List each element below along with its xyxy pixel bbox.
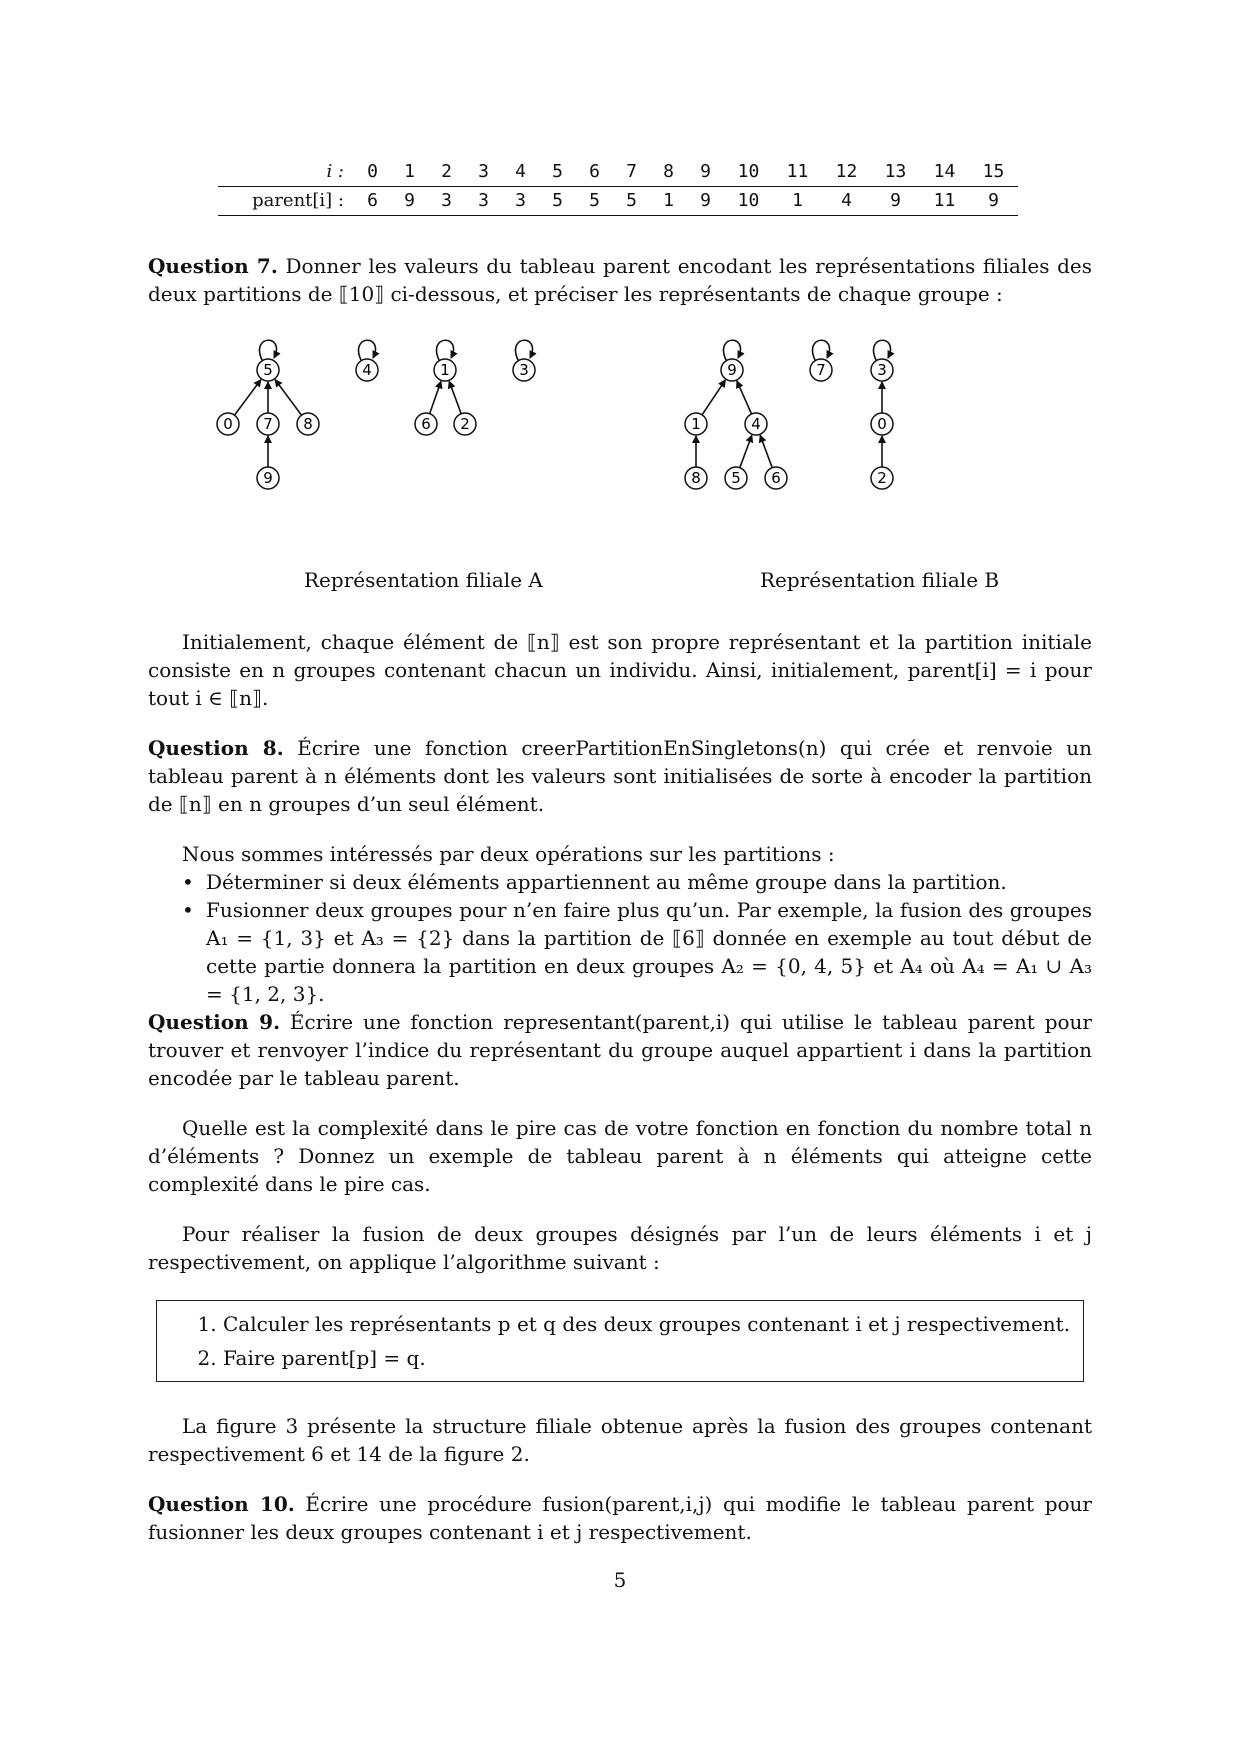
tree-node-label: 2 bbox=[460, 415, 470, 433]
tree-node-label: 3 bbox=[877, 361, 887, 379]
parent-cell: 11 bbox=[920, 187, 969, 216]
tree-node bbox=[257, 413, 279, 435]
parent-cell: 9 bbox=[969, 187, 1018, 216]
index-cell: 7 bbox=[613, 158, 650, 187]
tree-node-label: 8 bbox=[691, 469, 701, 487]
index-cell: 8 bbox=[650, 158, 687, 187]
index-cell: 15 bbox=[969, 158, 1018, 187]
self-loop-edge bbox=[359, 340, 376, 360]
algorithm-step: 2. Faire parent[p] = q. bbox=[223, 1341, 1071, 1375]
tree-node-label: 9 bbox=[263, 469, 273, 487]
self-loop-edge bbox=[516, 340, 533, 360]
tree-node-label: 4 bbox=[362, 361, 372, 379]
tree-node bbox=[685, 467, 707, 489]
caption-a: Représentation filiale A bbox=[304, 568, 543, 592]
tree-node bbox=[810, 359, 832, 381]
index-cell: 10 bbox=[724, 158, 773, 187]
parent-cell: 9 bbox=[687, 187, 724, 216]
parent-edge bbox=[430, 381, 441, 413]
index-cell: 11 bbox=[773, 158, 822, 187]
page-content bbox=[148, 158, 1092, 1546]
index-cell: 1 bbox=[391, 158, 428, 187]
index-cell: 13 bbox=[871, 158, 920, 187]
parent-cell: 10 bbox=[724, 187, 773, 216]
tree-node bbox=[871, 413, 893, 435]
parent-cell: 1 bbox=[650, 187, 687, 216]
tree-node bbox=[415, 413, 437, 435]
self-loop-edge bbox=[813, 340, 830, 360]
question-9-label: Question 9. bbox=[148, 1010, 281, 1034]
parent-cell: 9 bbox=[871, 187, 920, 216]
tree-node bbox=[765, 467, 787, 489]
tree-node-label: 5 bbox=[263, 361, 273, 379]
parent-edge bbox=[702, 380, 725, 415]
parent-edge bbox=[275, 380, 301, 416]
tree-node bbox=[356, 359, 378, 381]
tree-node-label: 1 bbox=[691, 415, 701, 433]
parent-edge bbox=[740, 435, 752, 467]
question-10-label: Question 10. bbox=[148, 1492, 295, 1516]
operation-item: • Déterminer si deux éléments appartiennent au même groupe dans la partition. bbox=[182, 868, 1092, 896]
parent-edge bbox=[760, 435, 772, 467]
tree-node bbox=[297, 413, 319, 435]
parent-cell: 5 bbox=[613, 187, 650, 216]
parent-edge bbox=[449, 381, 461, 413]
parent-cell: 5 bbox=[576, 187, 613, 216]
algorithm-steps bbox=[197, 1307, 1071, 1375]
parent-cell: 9 bbox=[391, 187, 428, 216]
parent-row-label: parent[i] : bbox=[218, 187, 354, 216]
tree-node-label: 7 bbox=[263, 415, 273, 433]
self-loop-edge bbox=[437, 340, 454, 360]
index-row-label: i : bbox=[218, 158, 354, 187]
paragraph-figure-3: La figure 3 présente la structure filiale obtenue après la fusion des groupes contenant respectivement 6 et 14 de la figure 2. bbox=[148, 1414, 1092, 1466]
tree-node bbox=[217, 413, 239, 435]
parent-cell: 3 bbox=[465, 187, 502, 216]
question-9-text: Écrire une fonction representant(parent,i) qui utilise le tableau parent pour trouver et renvoyer l’indice du représentant du groupe auquel appartient i dans la partition encodée par le tableau parent. bbox=[148, 1010, 1092, 1090]
parent-cell: 6 bbox=[354, 187, 391, 216]
tree-node-label: 8 bbox=[303, 415, 313, 433]
index-cell: 9 bbox=[687, 158, 724, 187]
tree-node bbox=[454, 413, 476, 435]
tree-node bbox=[745, 413, 767, 435]
tree-node-label: 5 bbox=[731, 469, 741, 487]
tree-node bbox=[513, 359, 535, 381]
question-10 bbox=[148, 1490, 1092, 1546]
index-cell: 4 bbox=[502, 158, 539, 187]
self-loop-edge bbox=[874, 340, 891, 360]
caption-b: Représentation filiale B bbox=[760, 568, 1000, 592]
tree-node bbox=[725, 467, 747, 489]
tree-node-label: 0 bbox=[877, 415, 887, 433]
parent-row bbox=[218, 187, 1018, 216]
tree-node-label: 1 bbox=[440, 361, 450, 379]
index-cell: 2 bbox=[428, 158, 465, 187]
tree-node-label: 6 bbox=[771, 469, 781, 487]
index-cell: 3 bbox=[465, 158, 502, 187]
parent-edge bbox=[737, 381, 752, 414]
page-number: 5 bbox=[613, 1568, 627, 1592]
tree-node-label: 3 bbox=[519, 361, 529, 379]
paragraph-initialisation: Initialement, chaque élément de ⟦n⟧ est son propre représentant et la partition initiale consiste en n groupes contenant chacun un individu. Ainsi, initialement, parent[i] = i pour tout i ∈ ⟦n⟧. bbox=[148, 630, 1092, 710]
paragraph-fusion: Pour réaliser la fusion de deux groupes désignés par l’un de leurs éléments i et j respectivement, on applique l’algorithme suivant : bbox=[148, 1222, 1092, 1274]
parent-edge bbox=[235, 380, 261, 416]
tree-node bbox=[257, 359, 279, 381]
tree-node bbox=[871, 467, 893, 489]
parent-cell: 4 bbox=[822, 187, 871, 216]
parent-cell: 1 bbox=[773, 187, 822, 216]
self-loop-edge bbox=[260, 340, 277, 360]
parent-cell: 5 bbox=[539, 187, 576, 216]
tree-node bbox=[685, 413, 707, 435]
tree-node bbox=[721, 359, 743, 381]
forest-diagram bbox=[148, 308, 1092, 598]
question-8-label: Question 8. bbox=[148, 736, 284, 760]
tree-node bbox=[434, 359, 456, 381]
tree-node-label: 2 bbox=[877, 469, 887, 487]
index-cell: 6 bbox=[576, 158, 613, 187]
parent-cell: 3 bbox=[502, 187, 539, 216]
algorithm-step: 1. Calculer les représentants p et q des deux groupes contenant i et j respectivement. bbox=[223, 1307, 1071, 1341]
figure-partitions bbox=[148, 308, 1092, 598]
paragraph-complexity: Quelle est la complexité dans le pire cas de votre fonction en fonction du nombre total n d’éléments ? Donnez un exemple de tableau parent à n éléments qui atteigne cette complexité dans le pire cas. bbox=[148, 1116, 1092, 1196]
tree-node bbox=[257, 467, 279, 489]
tree-node-label: 9 bbox=[727, 361, 737, 379]
parent-cell: 3 bbox=[428, 187, 465, 216]
operation-item: • Fusionner deux groupes pour n’en faire plus qu’un. Par exemple, la fusion des groupes A₁ = {1, 3} et A₃ = {2} dans la partition de ⟦6⟧ donnée en exemple au tout début de cette partie donnera la partition en deux groupes A₂ = {0, 4, 5} et A₄ où A₄ = A₁ ∪ A₃ = {1, 2, 3}. bbox=[182, 896, 1092, 1008]
tree-node bbox=[871, 359, 893, 381]
question-7-label: Question 7. bbox=[148, 254, 278, 278]
question-7-text: Donner les valeurs du tableau parent encodant les représentations filiales des deux partitions de ⟦10⟧ ci-dessous, et préciser les représentants de chaque groupe : bbox=[148, 254, 1093, 306]
question-7 bbox=[148, 252, 1092, 308]
algorithm-box bbox=[156, 1300, 1084, 1382]
index-row bbox=[218, 158, 1018, 187]
operations-list bbox=[148, 868, 1092, 1008]
question-10-text: Écrire une procédure fusion(parent,i,j) qui modifie le tableau parent pour fusionner les deux groupes contenant i et j respectivement. bbox=[148, 1492, 1092, 1544]
tree-node-label: 7 bbox=[816, 361, 826, 379]
index-cell: 5 bbox=[539, 158, 576, 187]
index-cell: 12 bbox=[822, 158, 871, 187]
index-cell: 0 bbox=[354, 158, 391, 187]
question-8-text: Écrire une fonction creerPartitionEnSingletons(n) qui crée et renvoie un tableau parent à n éléments dont les valeurs sont initialisées de sorte à encoder la partition de ⟦n⟧ en n groupes d’un seul élément. bbox=[148, 736, 1092, 816]
tree-node-label: 6 bbox=[421, 415, 431, 433]
question-9 bbox=[148, 1008, 1092, 1092]
parent-table bbox=[218, 158, 1018, 216]
question-8 bbox=[148, 734, 1092, 818]
operations-intro: Nous sommes intéressés par deux opérations sur les partitions : bbox=[182, 842, 835, 866]
index-cell: 14 bbox=[920, 158, 969, 187]
tree-node-label: 4 bbox=[751, 415, 761, 433]
self-loop-edge bbox=[724, 340, 741, 360]
tree-node-label: 0 bbox=[223, 415, 233, 433]
